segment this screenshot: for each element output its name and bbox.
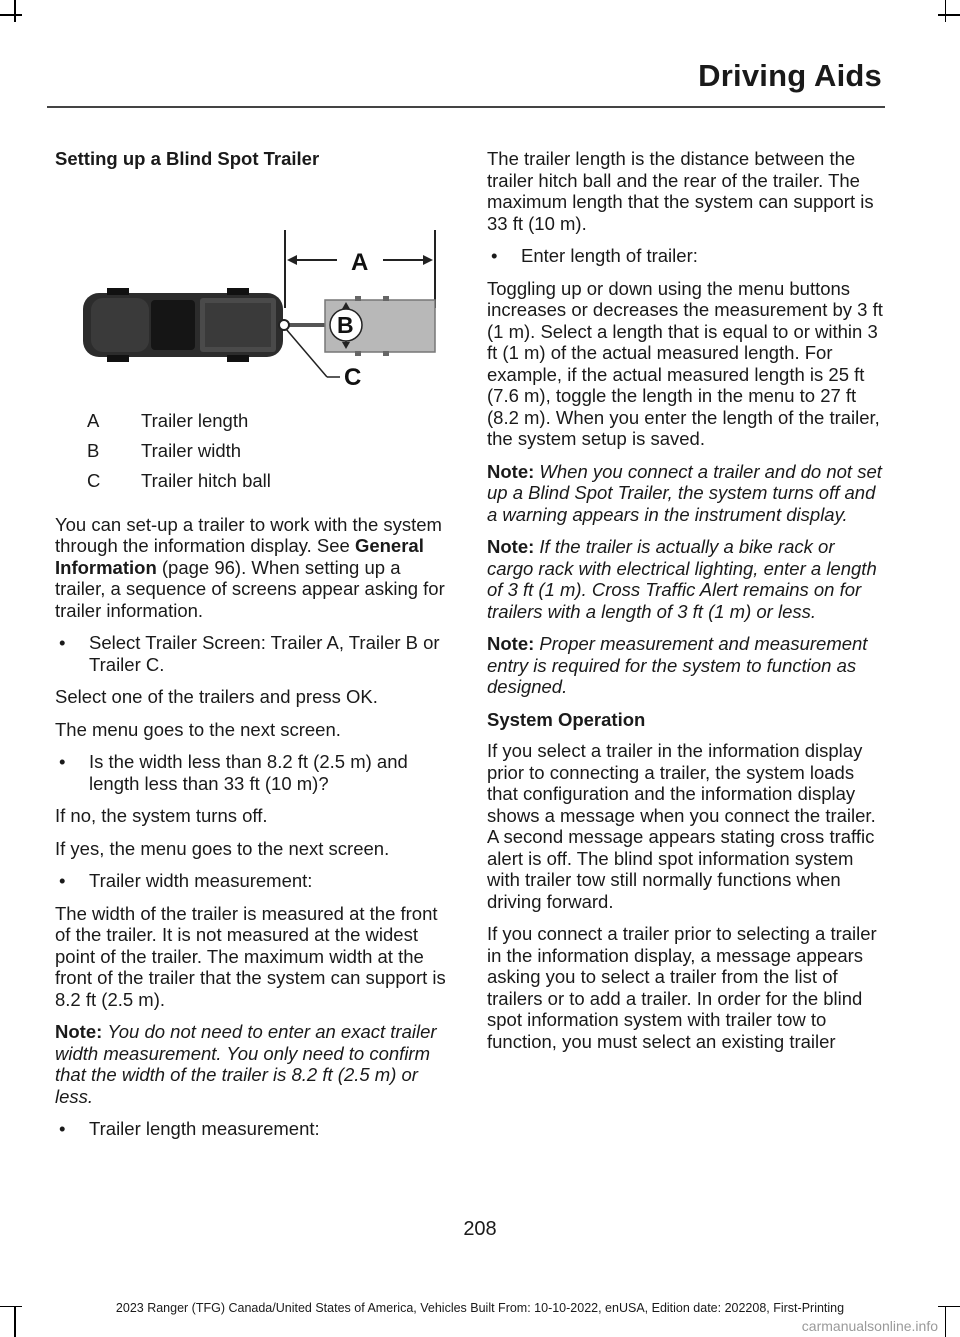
paragraph-text: (page 96). When setting up a trailer, a sequence of screens appear asking for trailer information.: [55, 556, 445, 621]
trailer-diagram: [55, 180, 455, 390]
note: [487, 461, 883, 526]
bullet-text: Is the width less than 8.2 ft (2.5 m) and length less than 33 ft (10 m)?: [89, 751, 408, 794]
crop-mark: [945, 0, 947, 22]
note: [487, 633, 883, 698]
watermark: carmanualsonline.info: [801, 1318, 938, 1334]
right-column: [487, 148, 883, 1063]
paragraph: The trailer length is the distance between the trailer hitch ball and the rear of the trailer. The maximum length that the system can support is 33 ft (10 m).: [487, 148, 874, 234]
legend-key: A: [87, 409, 100, 431]
bullet-item: • Select Trailer Screen: Trailer A, Trailer B or Trailer C.: [59, 632, 440, 675]
legend-value: Trailer length: [141, 409, 249, 431]
note: [55, 1021, 455, 1107]
section-heading: Setting up a Blind Spot Trailer: [55, 148, 320, 169]
paragraph: [55, 514, 455, 622]
label-a: A: [351, 248, 369, 276]
legend-row: [55, 440, 455, 470]
paragraph: If you connect a trailer prior to selecting a trailer in the information display, a message appears asking you to select a trailer from the list of trailers or to add a trailer. In order for the blind spot information system with trailer tow to function, you must select an existing trailer: [487, 923, 877, 1052]
legend-key: B: [87, 439, 100, 461]
note-body: You do not need to enter an exact trailer width measurement. You only need to confirm that the width of the trailer is 8.2 ft (2.5 m) or less.: [55, 1021, 437, 1107]
bullet-item: • Trailer length measurement:: [59, 1118, 320, 1139]
note-body: When you connect a trailer and do not set up a Blind Spot Trailer, the system turns off and a warning appears in the instrument display.: [487, 460, 882, 525]
note: [487, 536, 883, 622]
paragraph: If no, the system turns off.: [55, 805, 268, 826]
paragraph: The menu goes to the next screen.: [55, 718, 341, 740]
paragraph: If yes, the menu goes to the next screen.: [55, 837, 390, 859]
bullet-text: Trailer width measurement:: [89, 870, 313, 891]
legend-value: Trailer hitch ball: [141, 469, 271, 491]
page-number: 208: [463, 1218, 497, 1240]
legend-key: C: [87, 469, 101, 491]
paragraph: The width of the trailer is measured at the front of the trailer. It is not measured at the widest point of the trailer. The maximum width at the front of the trailer that the system can support is 8.2 ft (2.5 m).: [55, 902, 446, 1010]
bullet-text: Trailer length measurement:: [89, 1118, 320, 1139]
header-divider: [47, 106, 885, 108]
paragraph: If you select a trailer in the information display prior to connecting a trailer, the system loads that configuration and the information display shows a message when you connect the trailer. A second message appears stating cross traffic alert is off. The blind spot information system with trailer tow still normally functions when driving forward.: [487, 740, 876, 912]
label-c: C: [344, 363, 362, 390]
crop-mark: [14, 0, 16, 22]
bullet-text: Enter length of trailer:: [521, 245, 698, 266]
label-b: B: [337, 311, 354, 338]
note-label: Note:: [487, 633, 535, 654]
legend-row: [55, 470, 455, 500]
section-heading: System Operation: [487, 708, 646, 730]
footer-text: 2023 Ranger (TFG) Canada/United States of America, Vehicles Built From: 10-10-2022, enUSA, Edition date: 202208, First-Printing: [115, 1301, 845, 1315]
paragraph: Toggling up or down using the menu buttons increases or decreases the measurement by 3 ft (1 m). Select a length that is equal to or within 3 ft (1 m) of the actual measured length. For example, if the actual measured length is 25 ft (7.6 m), toggle the length in the menu to 27 ft (8.2 m). When you enter the length of the trailer, the system setup is saved.: [487, 277, 883, 449]
bullet-item: • Is the width less than 8.2 ft (2.5 m) and length less than 33 ft (10 m)?: [59, 751, 408, 794]
legend-value: Trailer width: [141, 439, 242, 461]
figure-legend: [55, 410, 455, 500]
left-column: [55, 148, 455, 1151]
crop-mark: [0, 14, 22, 16]
section-title: Driving Aids: [698, 58, 882, 93]
bullet-item: • Enter length of trailer:: [491, 245, 698, 266]
cross-reference-link[interactable]: General Information: [55, 535, 424, 578]
note-body: Proper measurement and measurement entry is required for the system to function as designed.: [487, 633, 868, 697]
legend-row: [55, 410, 455, 440]
truck-trailer-illustration: [55, 180, 455, 390]
paragraph-text: You can set-up a trailer to work with the system through the information display. See: [55, 513, 442, 556]
bullet-item: • Trailer width measurement:: [59, 870, 313, 891]
note-label: Note:: [487, 460, 535, 482]
note-label: Note:: [55, 1021, 103, 1042]
crop-mark: [938, 14, 960, 16]
note-label: Note:: [487, 536, 535, 557]
bullet-text: Select Trailer Screen: Trailer A, Trailer B or Trailer C.: [89, 632, 440, 675]
paragraph: Select one of the trailers and press OK.: [55, 686, 378, 707]
note-body: If the trailer is actually a bike rack or cargo rack with electrical lighting, enter a length of 3 ft (1 m). Cross Traffic Alert remains on for trailers with a length of 3 ft (1 m) or less.: [487, 536, 877, 622]
